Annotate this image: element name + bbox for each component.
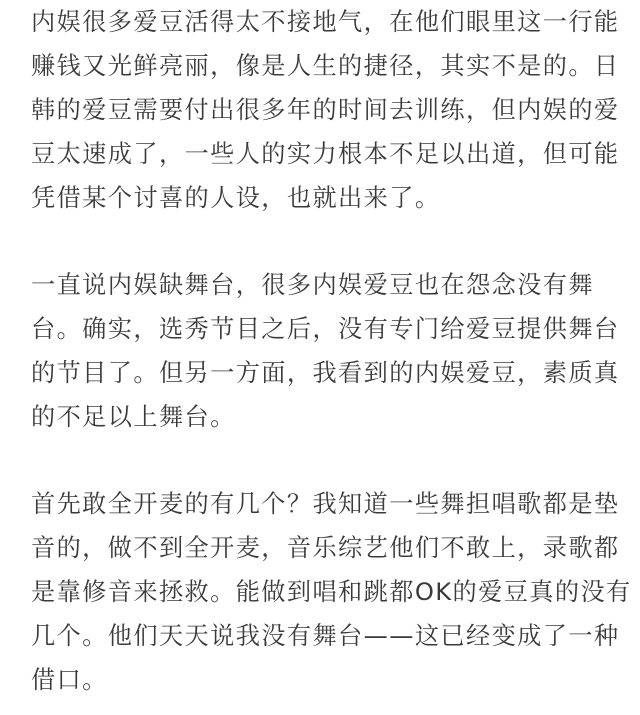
paragraph-line: 的不足以上舞台。 <box>31 403 236 431</box>
paragraph-line: 音的，做不到全开麦，音乐综艺他们不敢上，录歌都 <box>31 534 620 562</box>
paragraph-line: 几个。他们天天说我没有舞台——这已经变成了一种 <box>31 622 620 650</box>
paragraph-1 <box>31 0 620 220</box>
paragraph-line: 是靠修音来拯救。能做到唱和跳都OK的爱豆真的没有 <box>31 578 632 606</box>
paragraph-3 <box>31 482 632 702</box>
paragraph-line: 一直说内娱缺舞台，很多内娱爱豆也在怨念没有舞 <box>31 271 594 299</box>
paragraph-line: 赚钱又光鲜亮丽，像是人生的捷径，其实不是的。日 <box>31 52 620 80</box>
paragraph-line: 借口。 <box>31 666 108 694</box>
paragraph-line: 内娱很多爱豆活得太不接地气，在他们眼里这一行能 <box>31 8 620 36</box>
paragraph-2 <box>31 263 620 439</box>
paragraph-line: 韩的爱豆需要付出很多年的时间去训练，但内娱的爱 <box>31 96 620 124</box>
paragraph-line: 的节目了。但另一方面，我看到的内娱爱豆，素质真 <box>31 359 620 387</box>
paragraph-line: 台。确实，选秀节目之后，没有专门给爱豆提供舞台 <box>31 315 620 343</box>
paragraph-line: 首先敢全开麦的有几个？我知道一些舞担唱歌都是垫 <box>31 490 620 518</box>
paragraph-line: 凭借某个讨喜的人设，也就出来了。 <box>31 184 441 212</box>
paragraph-line: 豆太速成了，一些人的实力根本不足以出道，但可能 <box>31 140 620 168</box>
